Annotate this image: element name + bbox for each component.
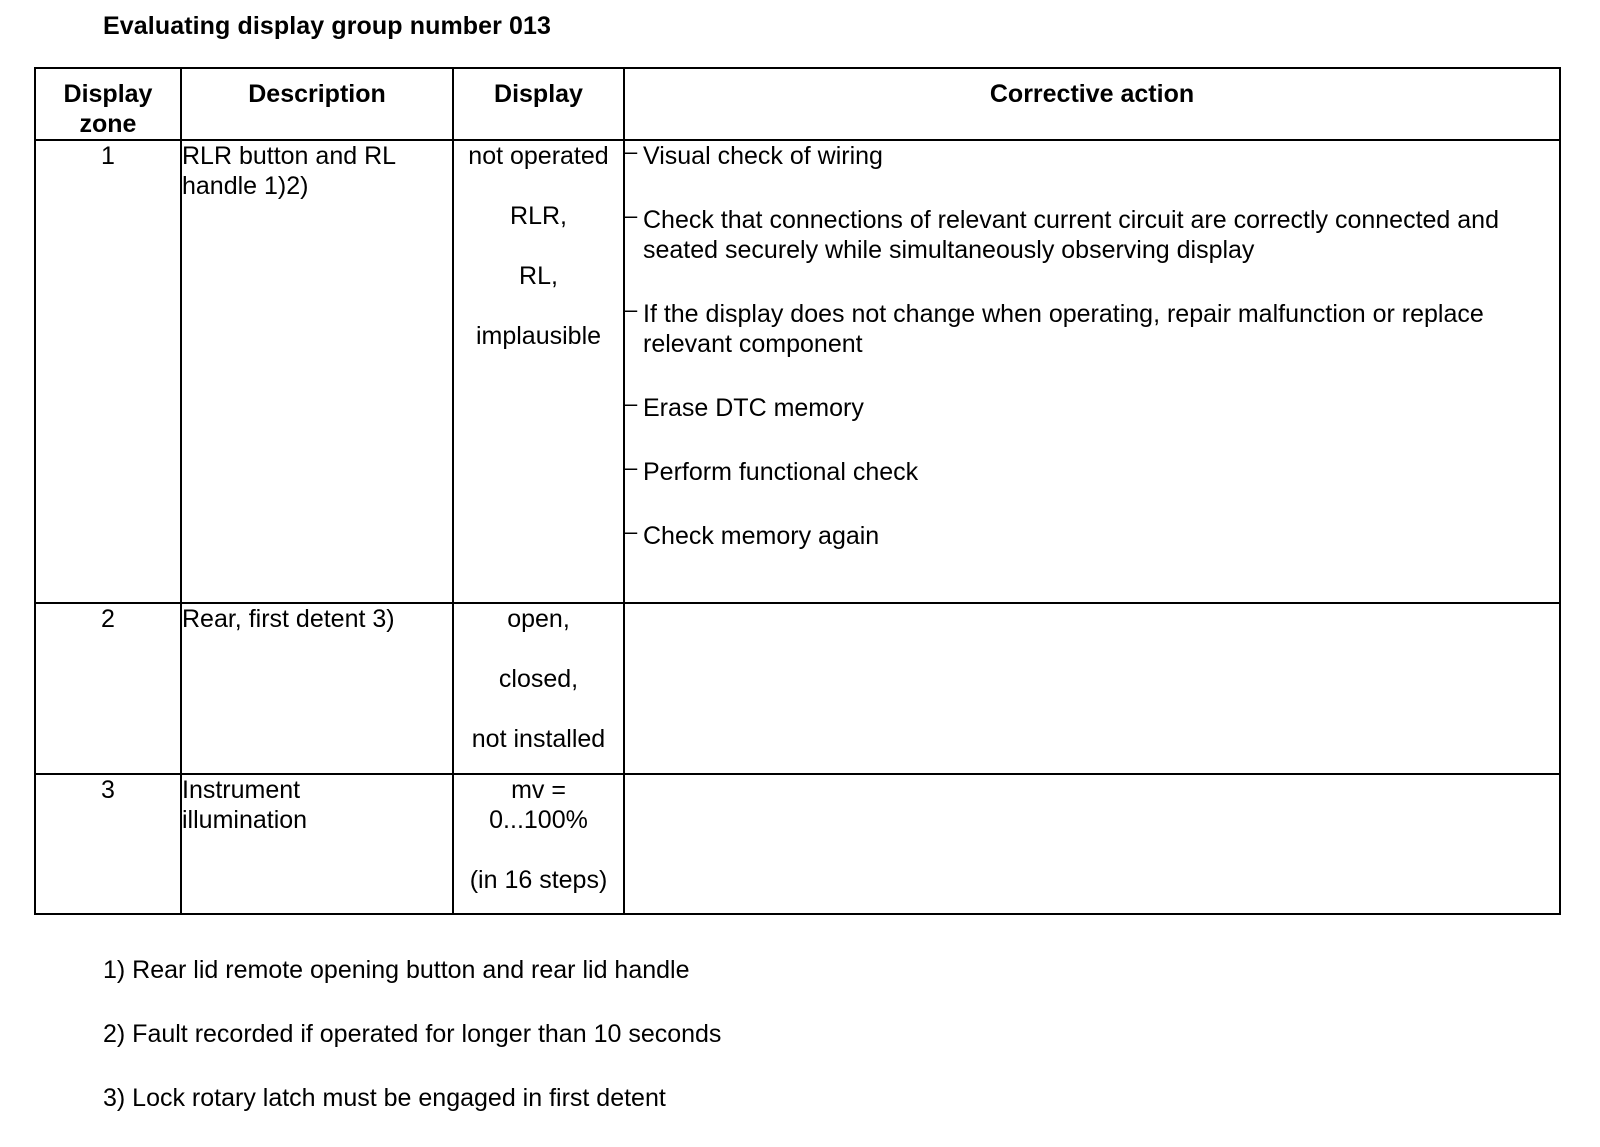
footnote: 3) Lock rotary latch must be engaged in first detent — [103, 1084, 666, 1112]
corrective-action-cell — [624, 140, 1560, 603]
zone-cell — [35, 774, 181, 914]
dash-bullet-icon: – — [625, 391, 638, 416]
dash-bullet-icon: – — [625, 139, 638, 164]
list-item — [625, 521, 1559, 551]
action-text: Erase DTC memory — [643, 394, 864, 422]
description-text: Instrument illumination — [182, 776, 308, 834]
display-value: not operated — [468, 142, 609, 170]
list-item — [625, 141, 1559, 171]
dash-bullet-icon: – — [625, 455, 638, 480]
corrective-action-cell — [624, 774, 1560, 914]
header-description-label: Description — [248, 80, 386, 108]
header-corrective-action-label: Corrective action — [989, 80, 1195, 108]
table-row — [35, 140, 1560, 603]
zone-cell — [35, 603, 181, 774]
table-header-row — [35, 68, 1560, 140]
action-text: Perform functional check — [643, 458, 919, 486]
header-display-zone — [35, 68, 181, 140]
dash-bullet-icon: – — [625, 297, 638, 322]
display-value: RLR, — [510, 202, 567, 230]
description-cell — [181, 140, 453, 603]
display-value: open, — [507, 605, 570, 633]
corrective-action-list — [625, 141, 1559, 551]
zone-number: 2 — [101, 605, 115, 633]
display-value: closed, — [498, 665, 579, 693]
list-item — [625, 299, 1559, 359]
description-text: Rear, first detent 3) — [182, 605, 395, 633]
header-description — [181, 68, 453, 140]
display-cell — [453, 774, 624, 914]
dash-bullet-icon: – — [625, 519, 638, 544]
footnote: 1) Rear lid remote opening button and rear lid handle — [103, 956, 690, 984]
dash-bullet-icon: – — [625, 203, 638, 228]
display-value: not installed — [471, 725, 606, 753]
table-row — [35, 774, 1560, 914]
page-title: Evaluating display group number 013 — [103, 12, 552, 40]
display-value: (in 16 steps) — [469, 866, 608, 894]
header-display-zone-label: Display zone — [63, 80, 153, 138]
list-item — [625, 205, 1559, 265]
description-cell — [181, 603, 453, 774]
display-value: mv = 0...100% — [489, 776, 588, 834]
display-value: implausible — [475, 322, 602, 350]
corrective-action-cell — [624, 603, 1560, 774]
action-text: Visual check of wiring — [643, 142, 883, 170]
zone-cell — [35, 140, 181, 603]
table-row — [35, 603, 1560, 774]
zone-number: 1 — [101, 142, 115, 170]
footnotes — [103, 955, 721, 1147]
display-value: RL, — [519, 262, 558, 290]
display-cell — [453, 140, 624, 603]
description-text: RLR button and RL handle 1)2) — [182, 142, 396, 200]
header-display — [453, 68, 624, 140]
action-text: Check memory again — [643, 522, 880, 550]
description-cell — [181, 774, 453, 914]
footnote: 2) Fault recorded if operated for longer than 10 seconds — [103, 1020, 722, 1048]
header-display-label: Display — [494, 80, 583, 108]
list-item — [625, 457, 1559, 487]
action-text: If the display does not change when operating, repair malfunction or replace relevant component — [643, 300, 1484, 358]
zone-number: 3 — [101, 776, 115, 804]
display-cell — [453, 603, 624, 774]
header-corrective-action — [624, 68, 1560, 140]
evaluation-table — [34, 67, 1561, 915]
action-text: Check that connections of relevant current circuit are correctly connected and seated securely while simultaneously observing display — [643, 206, 1499, 264]
list-item — [625, 393, 1559, 423]
